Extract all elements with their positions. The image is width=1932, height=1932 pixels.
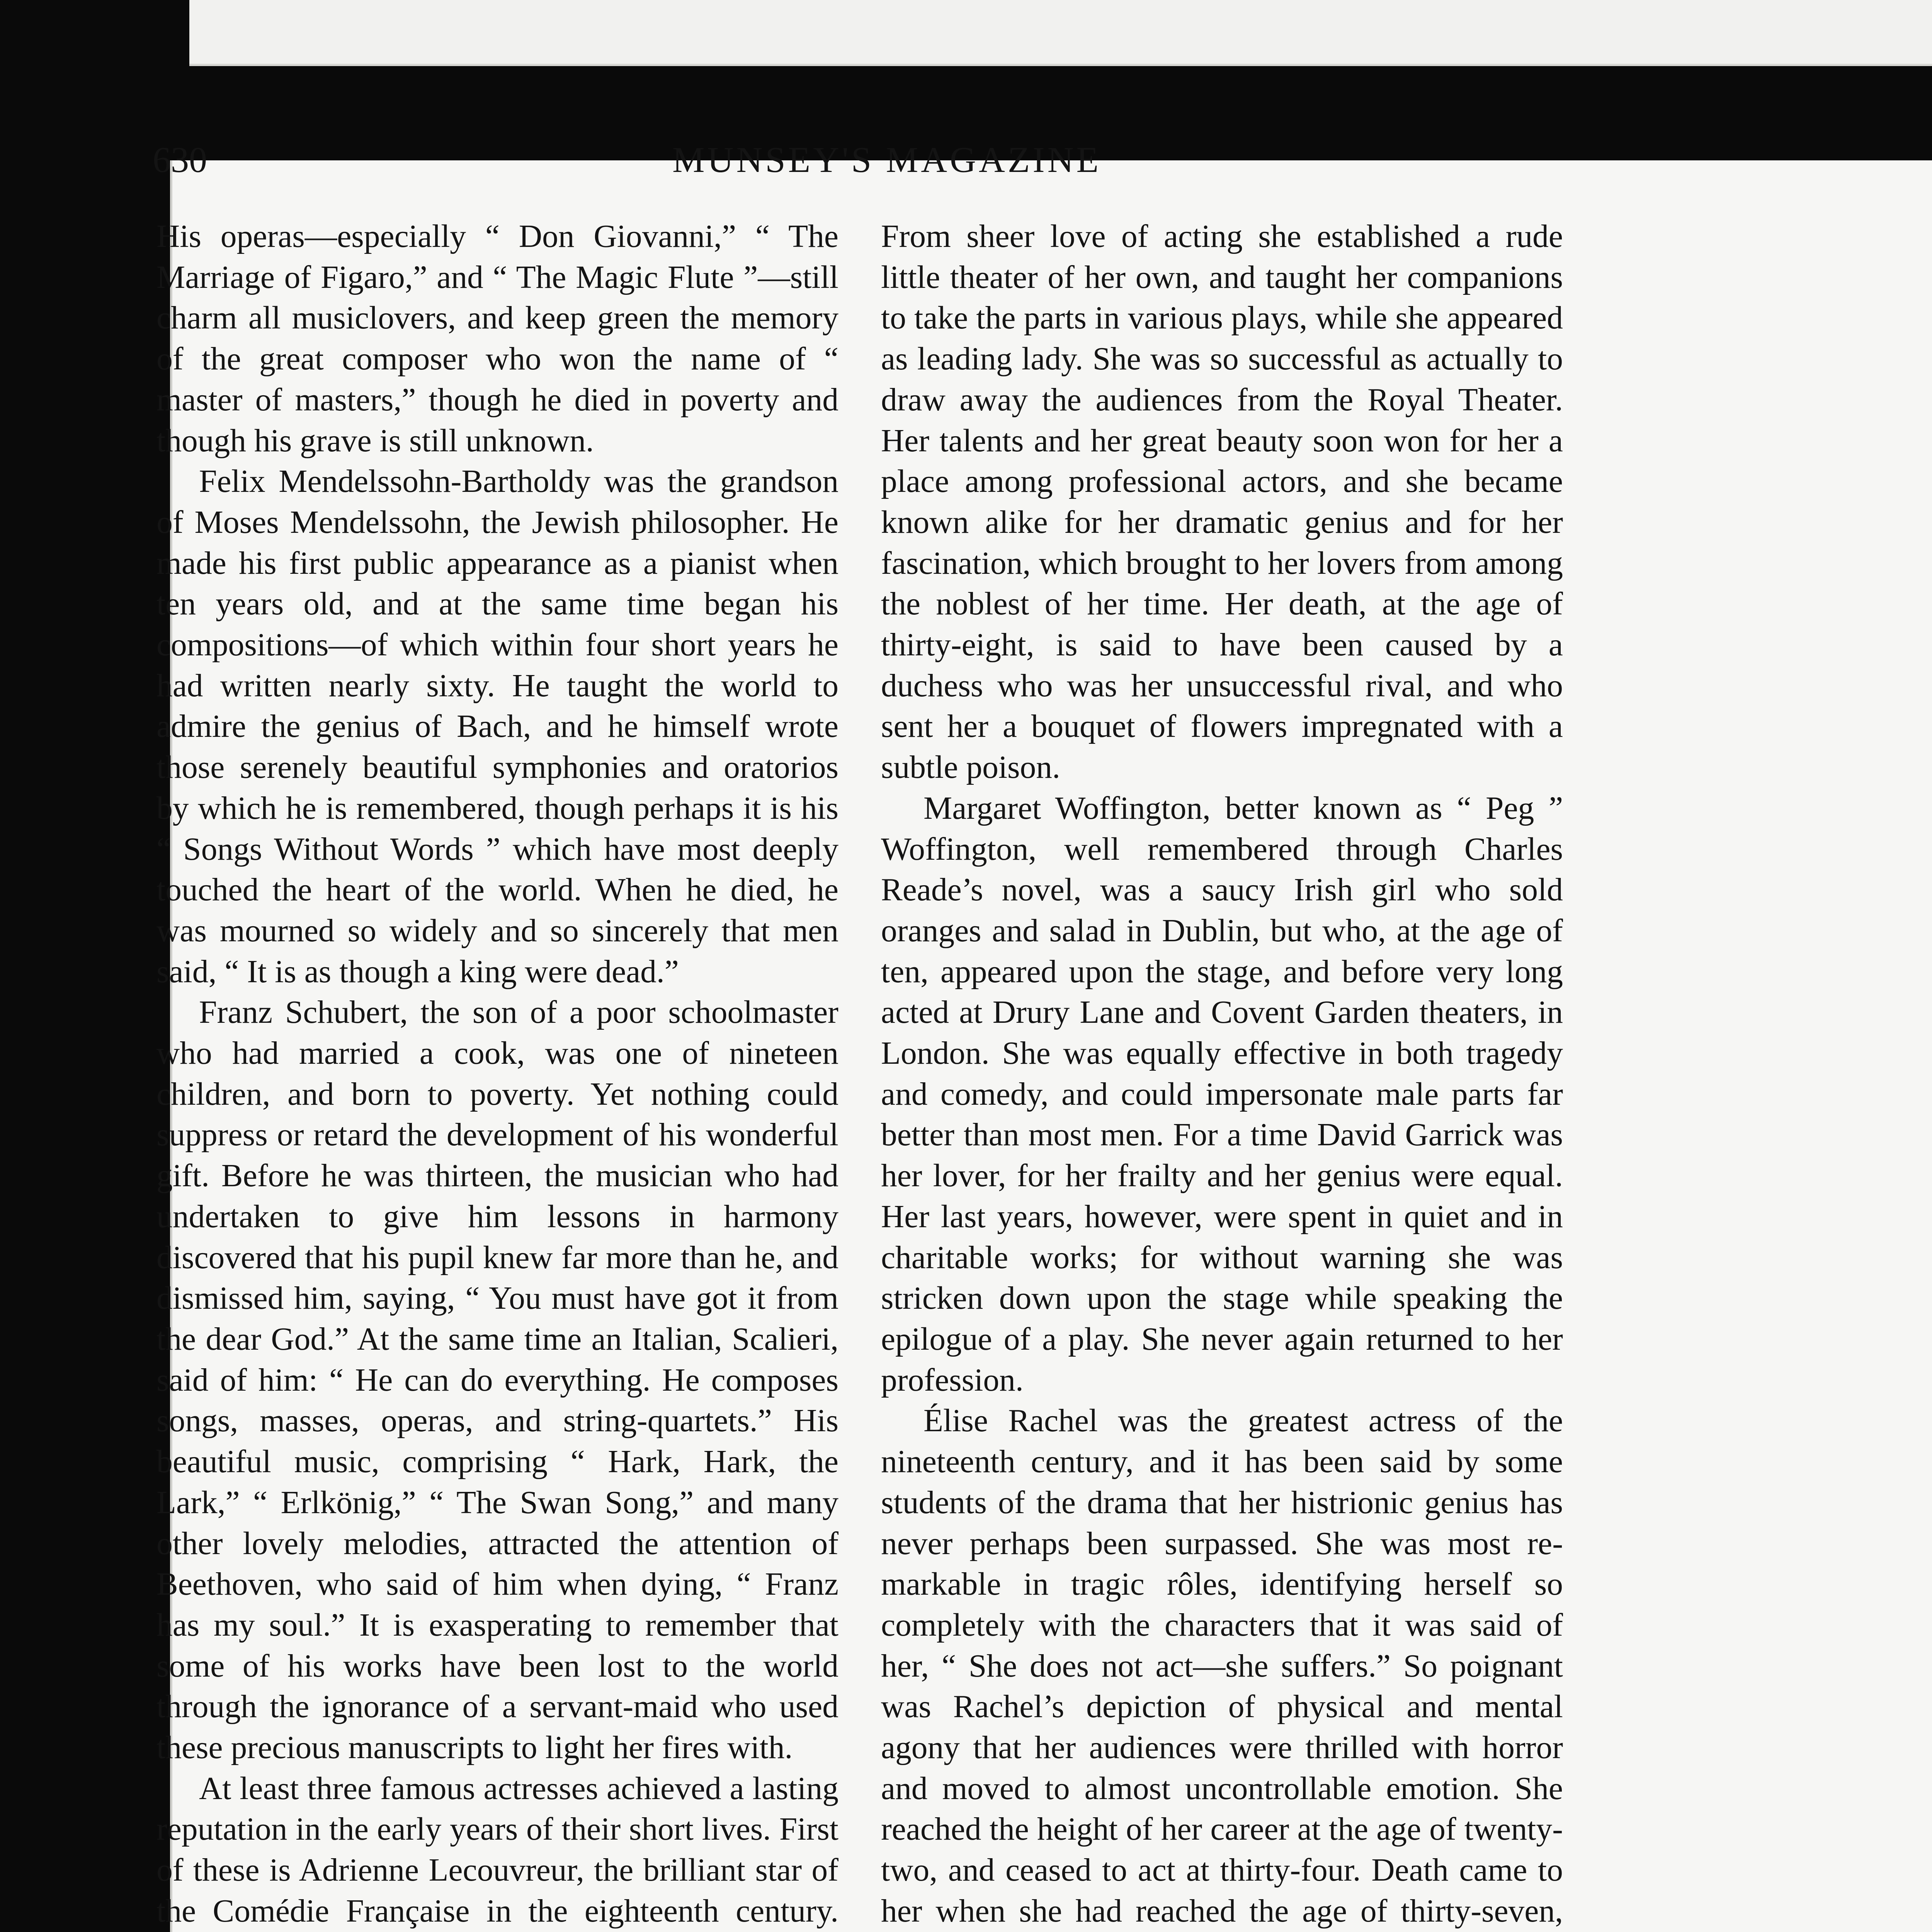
paragraph: Élise Rachel was the greatest actress of the nineteenth century, and it has been said by some students of the drama that her histrionic genius has never perhaps been surpassed. She was most remarkable in tragic rôles, identifying herself so completely with the characters that it was said of her, “ She does not act—she suffers.” So poignant was Rachel’s depiction of physical and mental agony that her audiences were thrilled with horror and moved to almost uncontrollable emotion. She reached the height of her career at the age of twenty-two, and ceased to act at thirty-four. Death came to her when she had reached the age of thirty-seven,: [881, 1403, 1563, 1929]
paragraph: Franz Schubert, the son of a poor schoolmaster who had married a cook, was one of nineteen children, and born to poverty. Yet nothing could suppress or retard the development of his wonderful gift. Before he was thirteen, the musician who had undertaken to give him lessons in harmony discovered that his pupil knew far more than he, and dismissed him, saying, “ You must have got it from the dear God.” At the same time an Italian, Scalieri, said of him: “ He can do everything. He composes songs, masses, operas, and string-quartets.” His beautiful music, comprising “ Hark, Hark, the Lark,” “ Erlkönig,” “ The Swan Song,” and many other lovely melodies, attracted the attention of Beethoven, who said of him when dying, “ Franz has my soul.” It is exasperating to remember that some of his works have been lost to the world through the ignorance of a servant-maid who used these precious manuscripts to light her fires with.: [156, 995, 838, 1766]
page-header: [153, 131, 1621, 201]
paragraph: From sheer love of acting she established a rude little theater of her own, and taught her companions to take the parts in various plays, while she appeared as leading lady. She was so successful as actually to draw away the audiences from the Royal Theater. Her talents and her great beauty soon won for her a place among professional actors, and she became known alike for her dramatic genius and for her fascination, which brought to her lovers from among the noblest of her time. Her death, at the age of thirty-eight, is said to have been caused by a duchess who was her unsuccessful rival, and who sent her a bouquet of flowers impregnated with a subtle poison.: [881, 219, 1563, 786]
page-number: 630: [153, 140, 207, 180]
left-column: [156, 216, 838, 1932]
paragraph: At least three famous actresses achieved a lasting reputation in the early years of their short lives. First of these is Adrienne Lecouvreur, the brilliant star of the Comédie Française in the eighteenth century.: [156, 1770, 838, 1929]
paragraph: His operas—especially “ Don Giovanni,” “ The Marriage of Figaro,” and “ The Magic Flute ”—still charm all musiclovers, and keep green the memory of the great composer who won the name of “ master of masters,” though he died in poverty and though his grave is still unknown.: [156, 219, 838, 459]
paragraph: Margaret Woffington, better known as “ Peg ” Woffington, well remembered through Charles Reade’s novel, was a saucy Irish girl who sold oranges and salad in Dublin, but who, at the age of ten, appeared upon the stage, and before very long acted at Drury Lane and Covent Garden theaters, in London. She was equally effective in both tragedy and comedy, and could impersonate male parts far better than most men. For a time David Garrick was her lover, for her frailty and her genius were equal. Her last years, however, were spent in quiet and in charitable works; for without warning she was stricken down upon the stage while speaking the epilogue of a play. She never again returned to her profession.: [881, 790, 1563, 1398]
paragraph: Felix Mendelssohn-Bartholdy was the grandson of Moses Mendelssohn, the Jewish philosopher. He made his first public appearance as a pianist when ten years old, and at the same time began his compositions—of which within four short years he had written nearly sixty. He taught the world to admire the genius of Bach, and he himself wrote those serenely beautiful symphonies and oratorios by which he is remembered, though perhaps it is his “ Songs Without Words ” which have most deeply touched the heart of the world. When he died, he was mourned so widely and so sincerely that men said, “ It is as though a king were dead.”: [156, 464, 838, 990]
previous-page-edge: [189, 0, 1932, 66]
right-column: [881, 216, 1563, 1932]
running-title: MUNSEY'S MAGAZINE: [672, 140, 1101, 180]
